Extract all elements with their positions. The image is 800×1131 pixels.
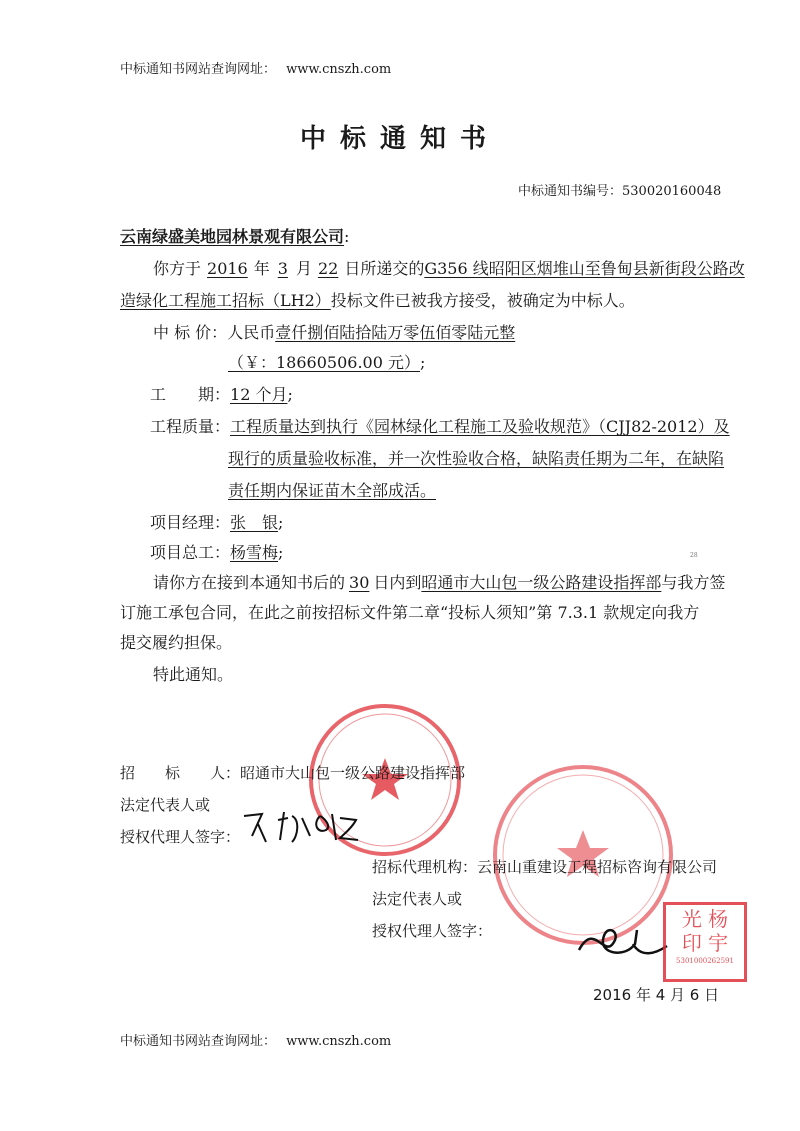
personal-stamp-line1: 光 杨 xyxy=(681,907,729,931)
quality-line1 xyxy=(150,416,730,438)
chief-engineer-label: 项目总工： xyxy=(150,543,231,562)
period-line xyxy=(150,384,293,406)
para1-line2 xyxy=(120,290,635,312)
para2-line1 xyxy=(153,572,725,594)
price-figure: （￥：18660506.00 元） xyxy=(228,353,420,372)
notice-number-value: 530020160048 xyxy=(622,184,722,199)
notice-number xyxy=(518,180,721,199)
header-query-url: www.cnszh.com xyxy=(286,62,392,77)
tenderer-rep2: 授权代理人签字： xyxy=(120,828,241,846)
footer-query-label: 中标通知书网站查询网址： xyxy=(120,1034,277,1049)
price-prefix: 人民币 xyxy=(227,323,276,342)
agency-signature xyxy=(575,910,675,970)
para1-text: 你方于 xyxy=(153,259,202,278)
manager-line xyxy=(150,512,283,534)
price-end: ; xyxy=(419,353,426,372)
para2-text: 请你方在接到本通知书后的 xyxy=(153,573,346,592)
personal-stamp xyxy=(663,902,747,982)
footer-query xyxy=(120,1030,391,1049)
chief-engineer-line xyxy=(150,542,283,564)
quality-text: 现行的质量验收标准，并一次性验收合格，缺陷责任期为二年，在缺陷 xyxy=(228,449,725,468)
para1-text: 日所递交的 xyxy=(344,259,425,278)
personal-stamp-line2: 印 宇 xyxy=(681,931,729,955)
price-words: 壹仟捌佰陆拾陆万零伍佰零陆元整 xyxy=(275,323,516,342)
award-month: 3 xyxy=(277,259,288,278)
award-day: 22 xyxy=(317,259,339,278)
para1-line1 xyxy=(153,258,745,280)
quality-text: 工程质量达到执行《园林绿化工程施工及验收规范》（CJJ82-2012）及 xyxy=(230,417,730,436)
page-mark: 28 xyxy=(690,552,698,559)
quality-line3 xyxy=(228,480,436,502)
agency-rep2: 授权代理人签字： xyxy=(372,922,493,940)
para2-line3: 提交履约担保。 xyxy=(120,633,233,652)
tenderer-label: 招 标 人： xyxy=(120,764,241,782)
closing: 特此通知。 xyxy=(153,665,234,684)
agency-line xyxy=(372,856,717,877)
tenderer-line xyxy=(120,762,465,783)
price-label: 中 标 价： xyxy=(153,323,228,342)
addressee-name: 云南绿盛美地园林景观有限公司 xyxy=(120,227,345,246)
quality-line2 xyxy=(228,448,724,470)
addressee-line xyxy=(120,226,349,248)
contract-days: 30 xyxy=(349,573,370,592)
personal-stamp-code: 5301000262591 xyxy=(676,957,734,965)
award-year: 2016 xyxy=(207,259,248,278)
manager-label: 项目经理： xyxy=(150,513,231,532)
quality-text: 责任期内保证苗木全部成活。 xyxy=(228,481,437,500)
issue-date: 2016 年 4 月 6 日 xyxy=(593,986,720,1004)
price-figure-line xyxy=(228,352,425,374)
tenderer-name: 昭通市大山包一级公路建设指挥部 xyxy=(240,764,466,782)
price-line xyxy=(153,322,515,344)
tenderer-signature xyxy=(240,806,370,850)
header-query-label: 中标通知书网站查询网址： xyxy=(120,62,277,77)
para1-text: 年 xyxy=(253,259,270,278)
document-title: 中标通知书 xyxy=(299,124,500,154)
chief-engineer-end: ; xyxy=(278,543,284,562)
footer-query-url: www.cnszh.com xyxy=(286,1034,392,1049)
period-label: 工 期： xyxy=(150,385,231,404)
notice-number-label: 中标通知书编号： xyxy=(518,184,623,199)
header-query xyxy=(120,58,391,77)
agency-rep1: 法定代表人或 xyxy=(372,890,463,908)
para1-text: 月 xyxy=(295,259,312,278)
period-value: 12 个月 xyxy=(230,385,288,404)
quality-label: 工程质量： xyxy=(150,417,231,436)
project-name-part2: 造绿化工程施工招标（LH2） xyxy=(120,291,331,310)
para2-text: 与我方签 xyxy=(661,573,726,592)
contract-place: 昭通市大山包一级公路建设指挥部 xyxy=(421,573,662,592)
manager-value: 张 银 xyxy=(230,513,279,532)
agency-name: 云南山重建设工程招标咨询有限公司 xyxy=(477,858,718,876)
agency-label: 招标代理机构： xyxy=(372,858,478,876)
para1-text: 投标文件已被我方接受，被确定为中标人。 xyxy=(330,291,635,310)
addressee-suffix: : xyxy=(344,227,350,246)
period-end: ; xyxy=(287,385,293,404)
tenderer-rep1: 法定代表人或 xyxy=(120,796,211,814)
project-name-part1: G356 线昭阳区烟堆山至鲁甸县新街段公路改 xyxy=(424,259,745,278)
para2-line2: 订施工承包合同，在此之前按招标文件第二章“投标人须知”第 7.3.1 款规定向我方 xyxy=(120,603,700,622)
manager-end: ; xyxy=(278,513,284,532)
chief-engineer-value: 杨雪梅 xyxy=(230,543,279,562)
para2-text: 日内到 xyxy=(373,573,422,592)
